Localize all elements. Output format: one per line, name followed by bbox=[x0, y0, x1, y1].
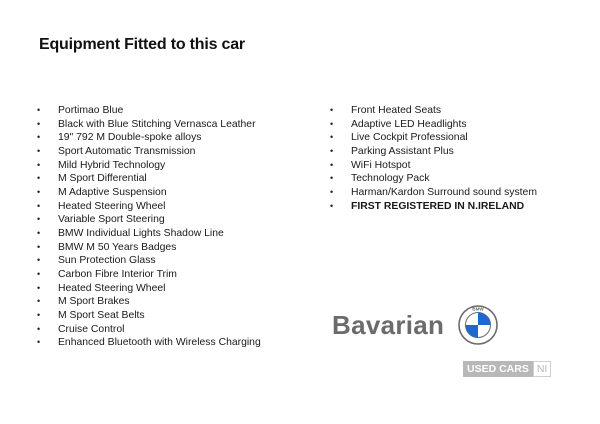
list-item-highlight bbox=[330, 200, 537, 214]
list-item bbox=[37, 213, 261, 227]
list-item bbox=[37, 282, 261, 296]
bullet-icon: • bbox=[37, 241, 41, 252]
bullet-icon: • bbox=[37, 337, 41, 348]
list-item bbox=[37, 241, 261, 255]
bullet-icon: • bbox=[330, 132, 334, 143]
list-item bbox=[330, 186, 537, 200]
bullet-icon: • bbox=[330, 145, 334, 156]
item-label: Mild Hybrid Technology bbox=[58, 159, 166, 171]
item-label: Heated Steering Wheel bbox=[58, 200, 166, 212]
bullet-icon: • bbox=[37, 132, 41, 143]
item-label: 19" 792 M Double-spoke alloys bbox=[58, 132, 202, 144]
item-label: Carbon Fibre Interior Trim bbox=[58, 268, 177, 280]
item-label: FIRST REGISTERED IN N.IRELAND bbox=[351, 200, 525, 212]
item-label: Front Heated Seats bbox=[351, 105, 442, 116]
item-label: BMW Individual Lights Shadow Line bbox=[58, 227, 224, 239]
equipment-list-left bbox=[37, 104, 261, 350]
bmw-logo-letters: BMW bbox=[472, 306, 484, 312]
list-item bbox=[37, 309, 261, 323]
used-cars-badge bbox=[463, 361, 551, 377]
bullet-icon: • bbox=[330, 186, 334, 197]
badge-main-label: USED CARS bbox=[463, 361, 533, 377]
list-item bbox=[37, 336, 261, 350]
bullet-icon: • bbox=[37, 268, 41, 279]
bullet-icon: • bbox=[37, 105, 41, 115]
list-item bbox=[37, 200, 261, 214]
list-item bbox=[37, 104, 261, 118]
list-item bbox=[330, 159, 537, 173]
list-item bbox=[37, 323, 261, 337]
bullet-icon: • bbox=[37, 145, 41, 156]
bullet-icon: • bbox=[37, 118, 41, 129]
bullet-icon: • bbox=[330, 105, 334, 115]
bullet-icon: • bbox=[37, 282, 41, 293]
item-label: BMW M 50 Years Badges bbox=[58, 241, 177, 253]
bullet-icon: • bbox=[330, 173, 334, 184]
list-item bbox=[37, 186, 261, 200]
list-item bbox=[37, 172, 261, 186]
bullet-icon: • bbox=[37, 323, 41, 334]
item-label: M Sport Seat Belts bbox=[58, 309, 145, 321]
badge-region-label: NI bbox=[533, 361, 552, 377]
list-item bbox=[330, 104, 537, 118]
item-label: Live Cockpit Professional bbox=[351, 132, 468, 144]
bullet-icon: • bbox=[37, 214, 41, 225]
list-item bbox=[330, 172, 537, 186]
item-label: WiFi Hotspot bbox=[351, 159, 411, 171]
item-label: Sport Automatic Transmission bbox=[58, 145, 196, 157]
list-item bbox=[37, 268, 261, 282]
list-item bbox=[37, 227, 261, 241]
bmw-logo-icon bbox=[458, 305, 498, 345]
bullet-icon: • bbox=[37, 173, 41, 184]
item-label: Portimao Blue bbox=[58, 105, 124, 116]
bullet-icon: • bbox=[37, 255, 41, 266]
bullet-icon: • bbox=[330, 159, 334, 170]
list-item bbox=[37, 254, 261, 268]
item-label: M Sport Differential bbox=[58, 173, 147, 185]
item-label: Black with Blue Stitching Vernasca Leather bbox=[58, 118, 256, 130]
dealer-logo-wordmark: Bavarian bbox=[332, 309, 445, 340]
item-label: Adaptive LED Headlights bbox=[351, 118, 467, 130]
item-label: M Adaptive Suspension bbox=[58, 186, 167, 198]
bullet-icon: • bbox=[37, 200, 41, 211]
bullet-icon: • bbox=[37, 227, 41, 238]
bullet-icon: • bbox=[37, 159, 41, 170]
list-item bbox=[37, 159, 261, 173]
bullet-icon: • bbox=[37, 309, 41, 320]
page-title: Equipment Fitted to this car bbox=[39, 36, 245, 53]
item-label: Parking Assistant Plus bbox=[351, 145, 454, 157]
list-item bbox=[330, 118, 537, 132]
bullet-icon: • bbox=[37, 296, 41, 307]
dealer-brand bbox=[332, 305, 498, 345]
list-item bbox=[330, 145, 537, 159]
item-label: Variable Sport Steering bbox=[58, 214, 165, 226]
item-label: Heated Steering Wheel bbox=[58, 282, 166, 294]
item-label: Enhanced Bluetooth with Wireless Charging bbox=[58, 337, 261, 349]
item-label: Harman/Kardon Surround sound system bbox=[351, 186, 537, 198]
list-item bbox=[37, 118, 261, 132]
item-label: Technology Pack bbox=[351, 173, 430, 185]
equipment-list-right bbox=[330, 104, 537, 213]
list-item bbox=[37, 145, 261, 159]
bullet-icon: • bbox=[37, 186, 41, 197]
bullet-icon: • bbox=[330, 200, 334, 211]
item-label: M Sport Brakes bbox=[58, 296, 130, 308]
list-item bbox=[330, 131, 537, 145]
list-item bbox=[37, 131, 261, 145]
item-label: Sun Protection Glass bbox=[58, 255, 156, 267]
list-item bbox=[37, 295, 261, 309]
bullet-icon: • bbox=[330, 118, 334, 129]
item-label: Cruise Control bbox=[58, 323, 125, 335]
